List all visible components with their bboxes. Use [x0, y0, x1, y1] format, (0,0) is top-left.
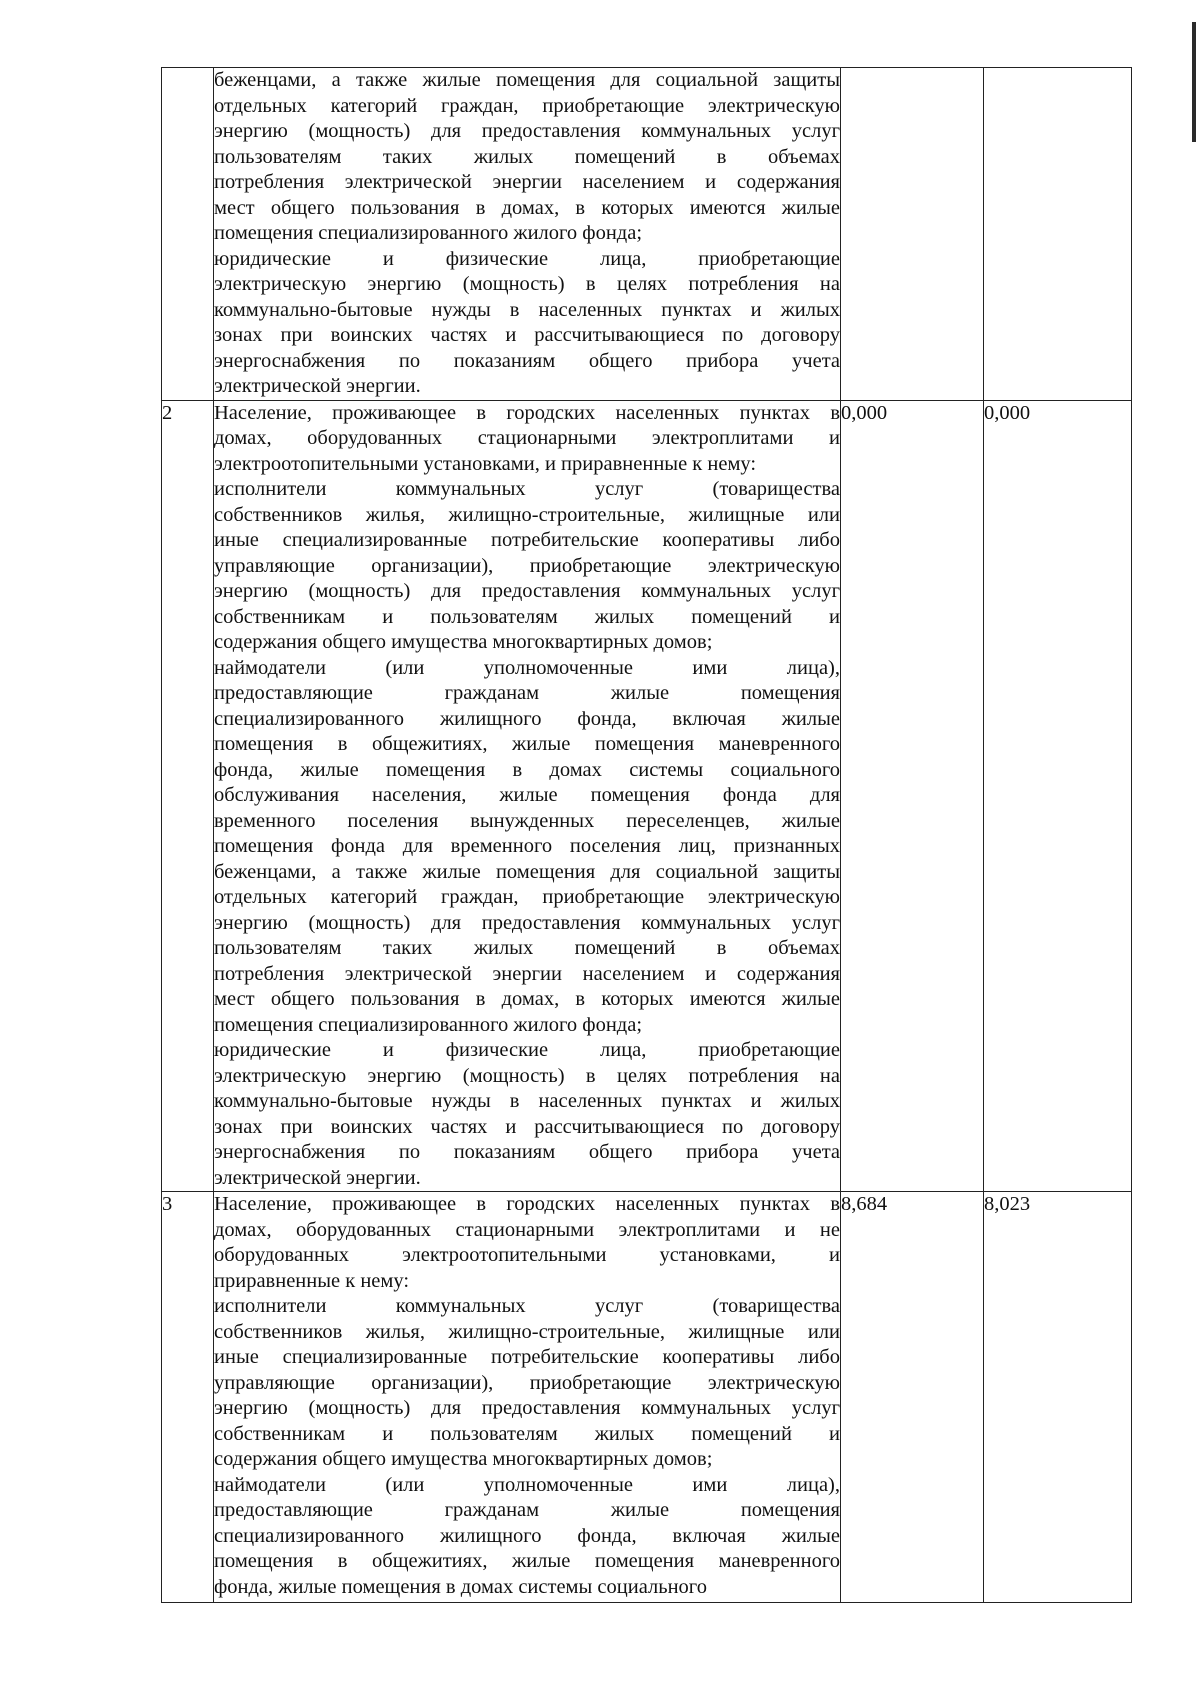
- description-line: иные специализированные потребительские кооперативы либо: [214, 529, 840, 551]
- table-row: [162, 1192, 1132, 1603]
- description-line: предоставляющие гражданам жилые помещения: [214, 1499, 840, 1521]
- description-line: юридические и физические лица, приобретающие: [214, 1039, 840, 1061]
- description-line: домах, оборудованных стационарными электроплитами и не: [214, 1218, 840, 1241]
- description-line: потребления электрической энергии населением и содержания: [214, 171, 840, 193]
- description-line: приравненные к нему:: [214, 1269, 410, 1292]
- tariff-value-1: 8,684: [841, 1192, 984, 1603]
- row-number: 2: [162, 400, 214, 1192]
- description-line: управляющие организации), приобретающие электрическую: [214, 1371, 840, 1394]
- description-line: пользователям таких жилых помещений в объемах: [214, 145, 840, 168]
- description-line: энергию (мощность) для предоставления коммунальных услуг: [214, 580, 840, 602]
- tariff-value-2: 8,023: [984, 1192, 1132, 1603]
- row-description: [214, 1192, 841, 1603]
- description-line: иные специализированные потребительские кооперативы либо: [214, 1346, 840, 1368]
- row-number: [162, 68, 214, 401]
- description-line: коммунально-бытовые нужды в населенных пунктах и жилых: [214, 298, 840, 321]
- description-line: собственников жилья, жилищно-строительные, жилищные или: [214, 1320, 840, 1343]
- description-line: беженцами, а также жилые помещения для социальной защиты: [214, 69, 840, 91]
- description-line: управляющие организации), приобретающие электрическую: [214, 554, 840, 577]
- description-line: электрическую энергию (мощность) в целях потребления на: [214, 273, 840, 295]
- description-line: беженцами, а также жилые помещения для социальной защиты: [214, 860, 840, 883]
- description-line: электроотопительными установками, и приравненные к нему:: [214, 452, 757, 475]
- description-line: электрическую энергию (мощность) в целях потребления на: [214, 1064, 840, 1087]
- description-line: помещения специализированного жилого фонда;: [214, 1013, 643, 1036]
- description-line: отдельных категорий граждан, приобретающие электрическую: [214, 94, 840, 117]
- description-line: оборудованных электроотопительными установками, и: [214, 1244, 840, 1266]
- description-line: содержания общего имущества многоквартирных домов;: [214, 1448, 713, 1470]
- description-line: наймодатели (или уполномоченные ими лица),: [214, 656, 840, 679]
- description-line: зонах при воинских частях и рассчитывающиеся по договору: [214, 1115, 840, 1138]
- description-line: коммунально-бытовые нужды в населенных пунктах и жилых: [214, 1090, 840, 1112]
- table-row: [162, 68, 1132, 401]
- description-line: Население, проживающее в городских населенных пунктах в: [214, 1193, 840, 1215]
- description-line: энергию (мощность) для предоставления коммунальных услуг: [214, 120, 840, 142]
- description-line: электрической энергии.: [214, 1166, 421, 1189]
- row-number: 3: [162, 1192, 214, 1603]
- scan-edge-mark: [1192, 22, 1196, 142]
- description-line: отдельных категорий граждан, приобретающие электрическую: [214, 886, 840, 908]
- description-line: специализированного жилищного фонда, включая жилые: [214, 707, 840, 730]
- description-line: энергоснабжения по показаниям общего прибора учета: [214, 1141, 840, 1163]
- description-line: домах, оборудованных стационарными электроплитами и: [214, 427, 840, 449]
- tariff-value-2: 0,000: [984, 400, 1132, 1192]
- description-line: мест общего пользования в домах, в которых имеются жилые: [214, 988, 840, 1010]
- description-line: фонда, жилые помещения в домах системы социального: [214, 1575, 707, 1598]
- tariff-value-1: [841, 68, 984, 401]
- description-line: потребления электрической энергии населением и содержания: [214, 962, 840, 985]
- description-line: помещения в общежитиях, жилые помещения маневренного: [214, 733, 840, 755]
- description-line: энергоснабжения по показаниям общего прибора учета: [214, 349, 840, 372]
- description-line: энергию (мощность) для предоставления коммунальных услуг: [214, 1397, 840, 1419]
- row-description: [214, 68, 841, 401]
- description-line: специализированного жилищного фонда, включая жилые: [214, 1524, 840, 1547]
- description-line: фонда, жилые помещения в домах системы социального: [214, 758, 840, 781]
- description-line: помещения специализированного жилого фонда;: [214, 222, 643, 244]
- description-line: обслуживания населения, жилые помещения фонда для: [214, 784, 840, 806]
- tariff-value-2: [984, 68, 1132, 401]
- description-line: помещения в общежитиях, жилые помещения маневренного: [214, 1550, 840, 1572]
- tariff-table: [161, 67, 1132, 1603]
- description-line: юридические и физические лица, приобретающие: [214, 247, 840, 270]
- description-line: наймодатели (или уполномоченные ими лица),: [214, 1473, 840, 1496]
- description-line: исполнители коммунальных услуг (товарищества: [214, 1295, 840, 1317]
- description-line: помещения фонда для временного поселения лиц, признанных: [214, 835, 840, 857]
- description-line: исполнители коммунальных услуг (товарищества: [214, 478, 840, 500]
- description-line: собственников жилья, жилищно-строительные, жилищные или: [214, 503, 840, 526]
- table-row: [162, 400, 1132, 1192]
- row-description: [214, 400, 841, 1192]
- description-line: пользователям таких жилых помещений в объемах: [214, 937, 840, 959]
- description-line: электрической энергии.: [214, 375, 421, 397]
- tariff-value-1: 0,000: [841, 400, 984, 1192]
- description-line: собственникам и пользователям жилых помещений и: [214, 1422, 840, 1445]
- description-line: собственникам и пользователям жилых помещений и: [214, 605, 840, 628]
- description-line: Население, проживающее в городских населенных пунктах в: [214, 401, 840, 424]
- description-line: зонах при воинских частях и рассчитывающиеся по договору: [214, 324, 840, 346]
- description-line: содержания общего имущества многоквартирных домов;: [214, 631, 713, 653]
- description-line: временного поселения вынужденных переселенцев, жилые: [214, 809, 840, 832]
- description-line: энергию (мощность) для предоставления коммунальных услуг: [214, 911, 840, 934]
- description-line: мест общего пользования в домах, в которых имеются жилые: [214, 196, 840, 219]
- description-line: предоставляющие гражданам жилые помещения: [214, 682, 840, 704]
